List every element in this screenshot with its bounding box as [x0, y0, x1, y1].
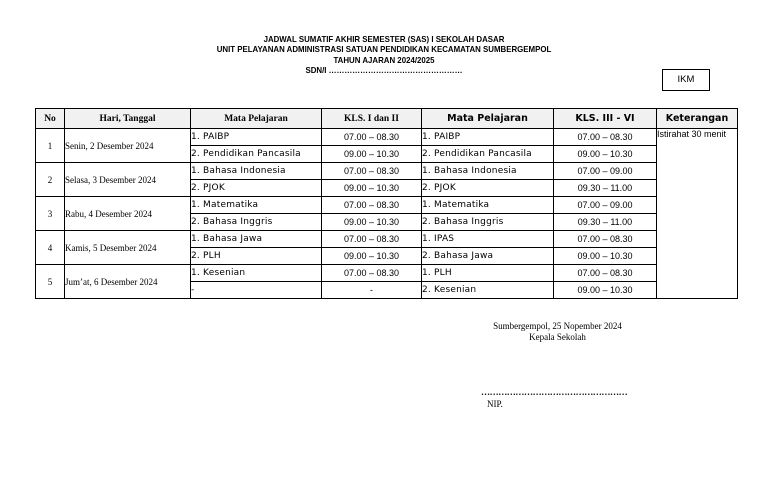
subject-kls1: 1. Bahasa Jawa [191, 231, 322, 248]
time-kls1: 07.00 – 08.30 [322, 197, 422, 214]
row-date: Jum’at, 6 Desember 2024 [65, 265, 191, 299]
time-kls3: 07.00 – 09.00 [554, 197, 657, 214]
col-header-subject-kls3: Mata Pelajaran [422, 109, 554, 129]
col-header-time-kls1: KLS. I dan II [322, 109, 422, 129]
exam-schedule-table [35, 108, 738, 299]
subject-kls3: 1. PLH [422, 265, 554, 282]
time-kls1: 07.00 – 08.30 [322, 129, 422, 146]
signature-place-date: Sumbergempol, 25 Nopember 2024 [493, 321, 622, 331]
subject-kls1: 2. PLH [191, 248, 322, 265]
time-kls1: - [322, 282, 422, 299]
col-header-notes: Keterangan [657, 109, 738, 129]
notes-cell: Istirahat 30 menit [657, 129, 738, 299]
time-kls1: 09.00 – 10.30 [322, 180, 422, 197]
subject-kls3: 1. Bahasa Indonesia [422, 163, 554, 180]
subject-kls1: 2. PJOK [191, 180, 322, 197]
row-date: Kamis, 5 Desember 2024 [65, 231, 191, 265]
row-date: Senin, 2 Desember 2024 [65, 129, 191, 163]
subject-kls1: - [191, 282, 322, 299]
table-row [36, 265, 738, 282]
col-header-day: Hari, Tanggal [65, 109, 191, 129]
subject-kls3: 1. Matematika [422, 197, 554, 214]
row-number: 1 [36, 129, 65, 163]
time-kls3: 09.30 – 11.00 [554, 214, 657, 231]
signature-line: …………………………………………… [481, 387, 628, 397]
table-row [36, 129, 738, 146]
time-kls1: 09.00 – 10.30 [322, 146, 422, 163]
col-header-no: No [36, 109, 65, 129]
time-kls1: 07.00 – 08.30 [322, 265, 422, 282]
time-kls1: 09.00 – 10.30 [322, 214, 422, 231]
time-kls1: 07.00 – 08.30 [322, 231, 422, 248]
row-date: Selasa, 3 Desember 2024 [65, 163, 191, 197]
time-kls3: 07.00 – 09.00 [554, 163, 657, 180]
row-number: 3 [36, 197, 65, 231]
time-kls3: 09.00 – 10.30 [554, 282, 657, 299]
row-date: Rabu, 4 Desember 2024 [65, 197, 191, 231]
table-header-row [36, 109, 738, 129]
subject-kls1: 1. PAIBP [191, 129, 322, 146]
table-row [36, 231, 738, 248]
subject-kls3: 2. Bahasa Jawa [422, 248, 554, 265]
subject-kls3: 2. Pendidikan Pancasila [422, 146, 554, 163]
row-number: 4 [36, 231, 65, 265]
doc-title-line-3: TAHUN AJARAN 2024/2025 [333, 55, 435, 65]
subject-kls1: 2. Bahasa Inggris [191, 214, 322, 231]
doc-title-line-1: JADWAL SUMATIF AKHIR SEMESTER (SAS) I SEKOLAH DASAR [263, 34, 505, 44]
subject-kls3: 1. PAIBP [422, 129, 554, 146]
col-header-subject-kls1: Mata Pelajaran [191, 109, 322, 129]
doc-title-line-2: UNIT PELAYANAN ADMINISTRASI SATUAN PENDIDIKAN KECAMATAN SUMBERGEMPOL [216, 44, 552, 54]
signature-nip: NIP. [487, 399, 503, 409]
time-kls3: 07.00 – 08.30 [554, 265, 657, 282]
time-kls1: 07.00 – 08.30 [322, 163, 422, 180]
col-header-time-kls3: KLS. III - VI [554, 109, 657, 129]
time-kls3: 07.00 – 08.30 [554, 231, 657, 248]
table-row [36, 163, 738, 180]
row-number: 5 [36, 265, 65, 299]
subject-kls3: 2. Kesenian [422, 282, 554, 299]
signature-role: Kepala Sekolah [529, 332, 586, 342]
time-kls3: 09.00 – 10.30 [554, 146, 657, 163]
time-kls3: 07.00 – 08.30 [554, 129, 657, 146]
subject-kls3: 2. Bahasa Inggris [422, 214, 554, 231]
time-kls3: 09.00 – 10.30 [554, 248, 657, 265]
time-kls3: 09.30 – 11.00 [554, 180, 657, 197]
row-number: 2 [36, 163, 65, 197]
table-row [36, 197, 738, 214]
subject-kls1: 2. Pendidikan Pancasila [191, 146, 322, 163]
subject-kls1: 1. Matematika [191, 197, 322, 214]
subject-kls3: 2. PJOK [422, 180, 554, 197]
subject-kls3: 1. IPAS [422, 231, 554, 248]
subject-kls1: 1. Bahasa Indonesia [191, 163, 322, 180]
school-name-line: SDN/I …………………………………………… [305, 65, 463, 75]
ikm-badge: IKM [662, 69, 710, 91]
time-kls1: 09.00 – 10.30 [322, 248, 422, 265]
subject-kls1: 1. Kesenian [191, 265, 322, 282]
